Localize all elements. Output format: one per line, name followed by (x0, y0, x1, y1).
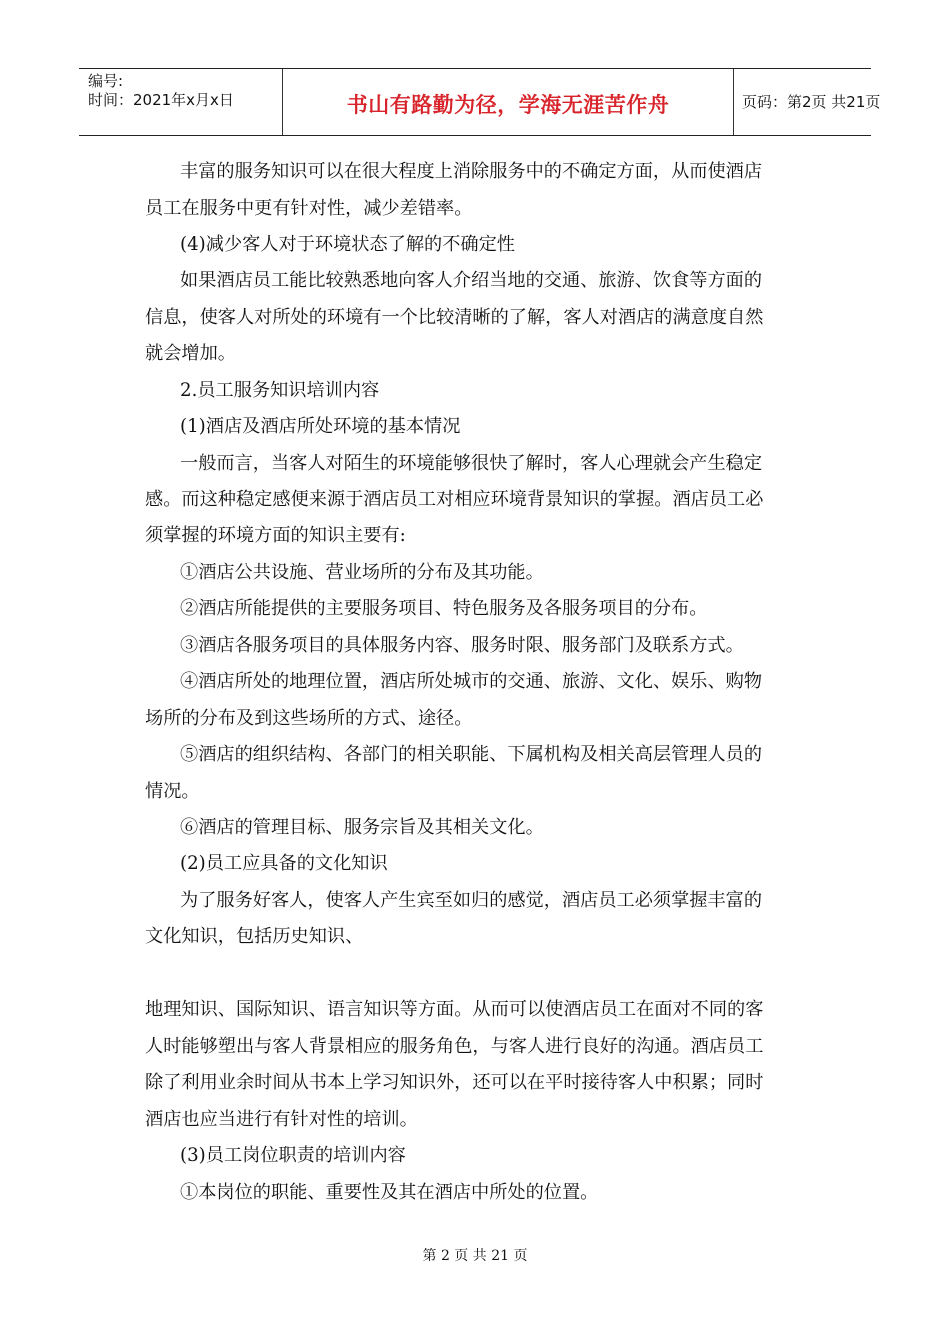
list-item: ②酒店所能提供的主要服务项目、特色服务及各服务项目的分布。 (180, 598, 708, 619)
paragraph-line: 丰富的服务知识可以在很大程度上消除服务中的不确定方面，从而使酒店 (180, 161, 763, 182)
header-page-cell (734, 69, 881, 135)
list-item-continuation: 情况。 (145, 781, 200, 802)
list-item: ⑤酒店的组织结构、各部门的相关职能、下属机构及相关高层管理人员的 (180, 744, 763, 765)
list-item: ③酒店各服务项目的具体服务内容、服务时限、服务部门及联系方式。 (180, 635, 744, 656)
paragraph-line: 酒店也应当进行有针对性的培训。 (145, 1109, 418, 1130)
paragraph-line: 一般而言，当客人对陌生的环境能够很快了解时，客人心理就会产生稳定 (180, 453, 763, 474)
list-item: ①酒店公共设施、营业场所的分布及其功能。 (180, 562, 544, 583)
section-heading: 2.员工服务知识培训内容 (180, 380, 380, 401)
paragraph-line: 文化知识，包括历史知识、 (145, 926, 364, 947)
header-meta-cell (79, 69, 282, 135)
page-footer: 第 2 页 共 21 页 (422, 1248, 528, 1264)
paragraph-line: 地理知识、国际知识、语言知识等方面。从而可以使酒店员工在面对不同的客 (145, 999, 764, 1020)
section-heading: (3)员工岗位职责的培训内容 (180, 1145, 406, 1166)
paragraph-line: 人时能够塑出与客人背景相应的服务角色，与客人进行良好的沟通。酒店员工 (145, 1036, 764, 1057)
list-item: ①本岗位的职能、重要性及其在酒店中所处的位置。 (180, 1182, 599, 1203)
paragraph-line: 就会增加。 (145, 343, 236, 364)
section-heading: (2)员工应具备的文化知识 (180, 853, 388, 874)
document-date: 时间：2021年x月x日 (88, 91, 234, 109)
list-item-continuation: 场所的分布及到这些场所的方式、途径。 (145, 708, 473, 729)
header-page-code: 页码：第2页 共21页 (742, 93, 881, 111)
paragraph-line: 员工在服务中更有针对性，减少差错率。 (145, 198, 473, 219)
document-number-label: 编号: (88, 72, 124, 90)
paragraph-line: 为了服务好客人，使客人产生宾至如归的感觉，酒店员工必须掌握丰富的 (180, 890, 763, 911)
paragraph-line: 须掌握的环境方面的知识主要有: (145, 525, 406, 546)
list-item: ④酒店所处的地理位置，酒店所处城市的交通、旅游、文化、娱乐、购物 (180, 671, 763, 692)
header-motto: 书山有路勤为径，学海无涯苦作舟 (346, 93, 670, 117)
paragraph-line: 感。而这种稳定感便来源于酒店员工对相应环境背景知识的掌握。酒店员工必 (145, 489, 764, 510)
paragraph-line: 信息，使客人对所处的环境有一个比较清晰的了解，客人对酒店的满意度自然 (145, 307, 764, 328)
paragraph-line: 如果酒店员工能比较熟悉地向客人介绍当地的交通、旅游、饮食等方面的 (180, 270, 763, 291)
header-motto-cell (282, 69, 734, 135)
section-heading: (4)减少客人对于环境状态了解的不确定性 (180, 234, 515, 255)
section-heading: (1)酒店及酒店所处环境的基本情况 (180, 416, 461, 437)
document-header (79, 68, 881, 136)
list-item: ⑥酒店的管理目标、服务宗旨及其相关文化。 (180, 817, 544, 838)
paragraph-line: 除了利用业余时间从书本上学习知识外，还可以在平时接待客人中积累；同时 (145, 1072, 764, 1093)
